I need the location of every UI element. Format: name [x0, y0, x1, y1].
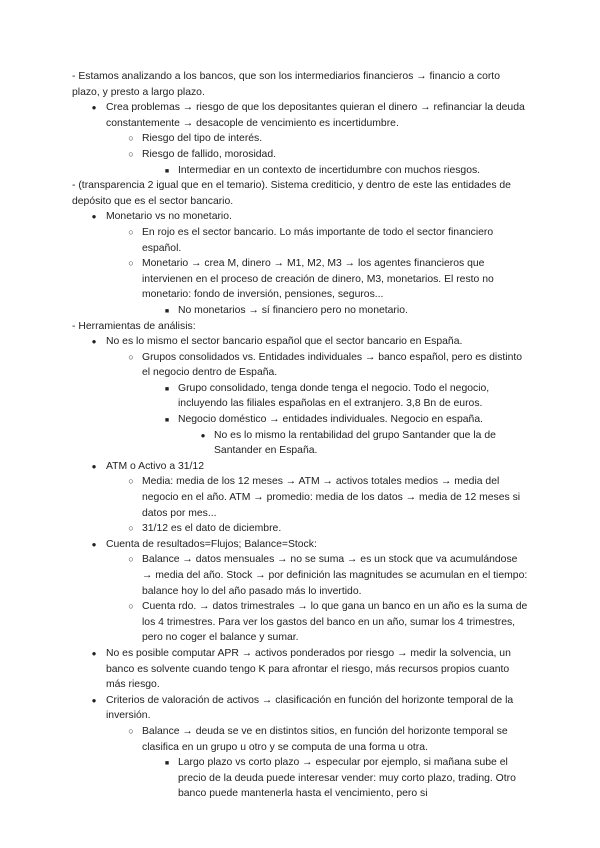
list-item-text: Riesgo del tipo de interés. [142, 133, 263, 145]
filled-bullet-icon [88, 334, 100, 350]
hollow-bullet-icon [125, 256, 137, 272]
hollow-bullet-icon [125, 131, 137, 147]
list-item-text: Grupos consolidados vs. Entidades individuales → banco español, pero es distinto el negocio dentro de España. [142, 351, 523, 379]
list-item-text: Monetario vs no monetario. [106, 211, 232, 223]
list-item-text: Largo plazo vs corto plazo → especular por ejemplo, si mañana sube el precio de la deuda puede interesar vender: muy corto plazo, trading. Otro banco puede mantenerla hasta el vencimiento, pero si [178, 757, 516, 800]
square-bullet-icon [161, 381, 173, 398]
list-item [72, 225, 528, 256]
hollow-bullet-icon [125, 724, 137, 740]
list-item [72, 131, 528, 147]
list-item-text: Cuenta rdo. → datos trimestrales → lo que gana un banco en un año es la suma de los 4 trimestres. Para ver los gastos del banco en un año, sumar los 4 trimestres, pero no coger el balance y sumar. [142, 601, 528, 644]
list-item [72, 412, 528, 428]
list-item-text: Crea problemas → riesgo de que los depositantes quieran el dinero → refinanciar la deuda constantemente → desacople de vencimiento es incertidumbre. [106, 102, 525, 129]
list-item-text: Criterios de valoración de activos → clasificación en función del horizonte temporal de la inversión. [106, 694, 514, 722]
list-item-text: Balance → deuda se ve en distintos sitios, en función del horizonte temporal se clasifica en un grupo u otro y se computa de una forma u otra. [142, 725, 508, 753]
hollow-bullet-icon [125, 599, 137, 615]
hollow-bullet-icon [125, 147, 137, 163]
list-item-text: Media: media de los 12 meses → ATM → activos totales medios → media del negocio en el año. ATM → promedio: media de los datos → media de 12 meses si datos por mes... [142, 476, 521, 519]
list-item [72, 552, 528, 599]
paragraph-text: - Herramientas de análisis: [72, 320, 196, 332]
list-item [72, 724, 528, 755]
list-item [72, 381, 528, 412]
list-item [72, 693, 528, 724]
list-item-text: Cuenta de resultados=Flujos; Balance=Stock: [106, 538, 317, 550]
list-item [72, 303, 528, 319]
list-item [72, 334, 528, 350]
list-item [72, 459, 528, 475]
paragraph-text: - (transparencia 2 igual que en el temario). Sistema crediticio, y dentro de este las entidades de depósito que es el sector bancario. [72, 180, 511, 207]
list-item-text: No es lo mismo el sector bancario español que el sector bancario en España. [106, 336, 463, 348]
filled-bullet-icon [88, 209, 100, 225]
square-bullet-icon [161, 163, 173, 180]
filled-bullet-icon [88, 459, 100, 475]
list-item-text: Monetario → crea M, dinero → M1, M2, M3 → los agentes financieros que intervienen en el proceso de creación de dinero, M3, monetarios. El resto no monetario: fondo de inversión, pensiones, seguros... [142, 258, 494, 301]
list-item [72, 350, 528, 381]
hollow-bullet-icon [125, 474, 137, 490]
notes-body [72, 69, 528, 802]
list-item-text: 31/12 es el dato de diciembre. [142, 523, 282, 535]
list-item-text: No monetarios → sí financiero pero no monetario. [178, 304, 408, 316]
filled-bullet-icon [88, 646, 100, 662]
list-item [72, 147, 528, 163]
filled-bullet-icon [88, 100, 100, 116]
list-item [72, 428, 528, 459]
list-item-text: ATM o Activo a 31/12 [106, 460, 204, 472]
list-item [72, 755, 528, 802]
paragraph [72, 319, 528, 335]
list-item-text: Balance → datos mensuales → no se suma → es un stock que va acumulándose → media del año. Stock → por definición las magnitudes se acumulan en el tiempo: balance hoy lo del año pasado más lo invertido. [142, 554, 528, 597]
list-item [72, 537, 528, 553]
paragraph-text: - Estamos analizando a los bancos, que son los intermediarios financieros → financio a corto plazo, y presto a largo plazo. [72, 71, 500, 98]
list-item-text: No es posible computar APR → activos ponderados por riesgo → medir la solvencia, un banco es solvente cuando tengo K para afrontar el riesgo, más recursos propios cuanto más riesgo. [106, 647, 511, 691]
hollow-bullet-icon [125, 521, 137, 537]
filled-bullet-icon [197, 428, 209, 444]
hollow-bullet-icon [125, 552, 137, 568]
list-item [72, 521, 528, 537]
square-bullet-icon [161, 303, 173, 320]
list-item [72, 599, 528, 646]
list-item [72, 474, 528, 521]
filled-bullet-icon [88, 693, 100, 709]
list-item [72, 646, 528, 693]
list-item [72, 209, 528, 225]
filled-bullet-icon [88, 537, 100, 553]
list-item [72, 256, 528, 303]
hollow-bullet-icon [125, 225, 137, 241]
paragraph [72, 69, 528, 100]
list-item-text: Riesgo de fallido, morosidad. [142, 148, 276, 160]
list-item-text: Grupo consolidado, tenga donde tenga el negocio. Todo el negocio, incluyendo las filiales españolas en el extranjero. 3,8 Bn de euros. [178, 382, 490, 410]
square-bullet-icon [161, 412, 173, 429]
list-item-text: Intermediar en un contexto de incertidumbre con muchos riesgos. [178, 164, 481, 176]
list-item-text: No es lo mismo la rentabilidad del grupo Santander que la de Santander en España. [214, 429, 496, 457]
list-item [72, 100, 528, 131]
paragraph [72, 178, 528, 209]
list-item-text: En rojo es el sector bancario. Lo más importante de todo el sector financiero español. [142, 226, 494, 254]
list-item-text: Negocio doméstico → entidades individuales. Negocio en españa. [178, 414, 483, 426]
hollow-bullet-icon [125, 350, 137, 366]
square-bullet-icon [161, 755, 173, 772]
list-item [72, 163, 528, 179]
